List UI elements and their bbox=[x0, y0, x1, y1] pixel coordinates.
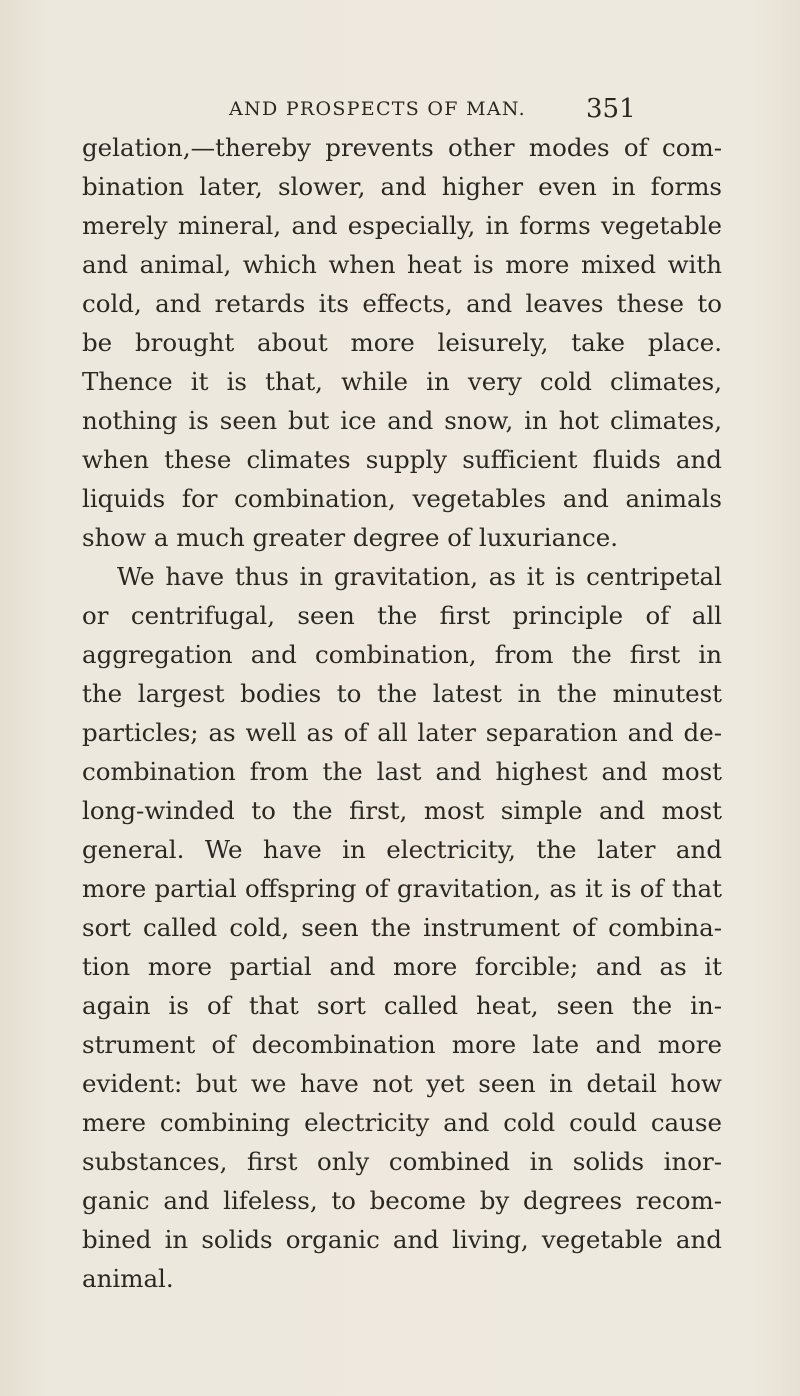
text-line: aggregation and combination, from the first in bbox=[82, 640, 722, 669]
text-line: general. We have in electricity, the later and bbox=[82, 835, 722, 864]
text-line: when these climates supply sufficient fluids and bbox=[82, 445, 722, 474]
body-text bbox=[82, 128, 722, 1298]
text-line: combination from the last and highest and most bbox=[82, 757, 722, 786]
page-number: 351 bbox=[586, 94, 636, 124]
text-line: and animal, which when heat is more mixed with bbox=[82, 250, 722, 279]
text-line: long-winded to the first, most simple and most bbox=[82, 796, 722, 825]
text-line: bination later, slower, and higher even in forms bbox=[82, 172, 722, 201]
text-line: strument of decombination more late and more bbox=[82, 1030, 722, 1059]
text-line: Thence it is that, while in very cold climates, bbox=[82, 367, 722, 396]
text-line: cold, and retards its effects, and leaves these to bbox=[82, 289, 722, 318]
text-line: ganic and lifeless, to become by degrees recom- bbox=[82, 1186, 722, 1215]
text-line: We have thus in gravitation, as it is centripetal bbox=[117, 562, 722, 591]
text-line: or centrifugal, seen the first principle of all bbox=[82, 601, 722, 630]
text-line: the largest bodies to the latest in the minutest bbox=[82, 679, 722, 708]
text-line: more partial offspring of gravitation, as it is of that bbox=[82, 874, 722, 903]
text-line: mere combining electricity and cold could cause bbox=[82, 1108, 722, 1137]
running-title: AND PROSPECTS OF MAN. bbox=[229, 98, 526, 120]
text-line: particles; as well as of all later separation and de- bbox=[82, 718, 722, 747]
text-line: tion more partial and more forcible; and as it bbox=[82, 952, 722, 981]
text-line: nothing is seen but ice and snow, in hot climates, bbox=[82, 406, 722, 435]
text-line: bined in solids organic and living, vegetable and bbox=[82, 1225, 722, 1254]
text-line: animal. bbox=[82, 1264, 174, 1293]
text-line: sort called cold, seen the instrument of combina- bbox=[82, 913, 722, 942]
text-line: show a much greater degree of luxuriance. bbox=[82, 523, 619, 552]
text-line: liquids for combination, vegetables and animals bbox=[82, 484, 722, 513]
text-line: gelation,—thereby prevents other modes of com- bbox=[82, 133, 722, 162]
text-line: be brought about more leisurely, take place. bbox=[82, 328, 722, 357]
text-line: merely mineral, and especially, in forms vegetable bbox=[82, 211, 722, 240]
text-line: evident: but we have not yet seen in detail how bbox=[82, 1069, 722, 1098]
text-line: substances, first only combined in solids inor- bbox=[82, 1147, 722, 1176]
text-line: again is of that sort called heat, seen the in- bbox=[82, 991, 722, 1020]
